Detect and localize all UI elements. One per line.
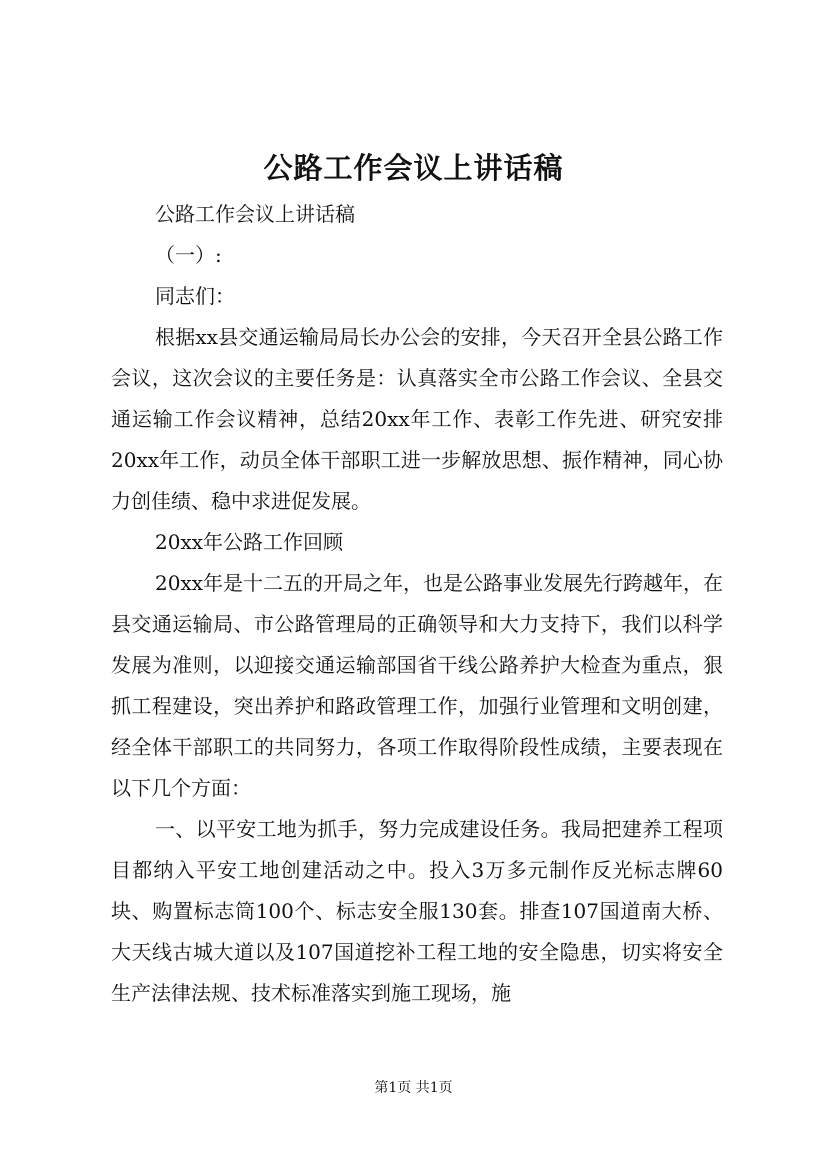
paragraph-subtitle: 公路工作会议上讲话稿: [155, 202, 355, 226]
document-body: [111, 194, 723, 1014]
paragraph-review-heading: 20xx年公路工作回顾: [155, 530, 344, 554]
paragraph-safety: 一、以平安工地为抓手，努力完成建设任务。我局把建养工程项目都纳入平安工地创建活动之中。投入3万多元制作反光标志牌60块、购置标志筒100个、标志安全服130套。排查107国道南大桥、大天线古城大道以及107国道挖补工程工地的安全隐患，切实将安全生产法律法规、技术标准落实到施工现场，施: [111, 817, 723, 1005]
paragraph-salutation: 同志们：: [155, 284, 235, 308]
paragraph-intro: 根据xx县交通运输局局长办公会的安排，今天召开全县公路工作会议，这次会议的主要任务是：认真落实全市公路工作会议、全县交通运输工作会议精神，总结20xx年工作、表彰工作先进、研究安排20xx年工作，动员全体干部职工进一步解放思想、振作精神，同心协力创佳绩、稳中求进促发展。: [111, 325, 723, 513]
paragraph-review: 20xx年是十二五的开局之年，也是公路事业发展先行跨越年，在县交通运输局、市公路管理局的正确领导和大力支持下，我们以科学发展为准则，以迎接交通运输部国省干线公路养护大检查为重点，狠抓工程建设，突出养护和路政管理工作，加强行业管理和文明创建，经全体干部职工的共同努力，各项工作取得阶段性成绩，主要表现在以下几个方面：: [111, 571, 724, 800]
document-title: 公路工作会议上讲话稿: [263, 151, 564, 185]
paragraph-section-number: （一）:: [155, 243, 222, 267]
page-footer: 第1页 共1页: [374, 1080, 453, 1096]
